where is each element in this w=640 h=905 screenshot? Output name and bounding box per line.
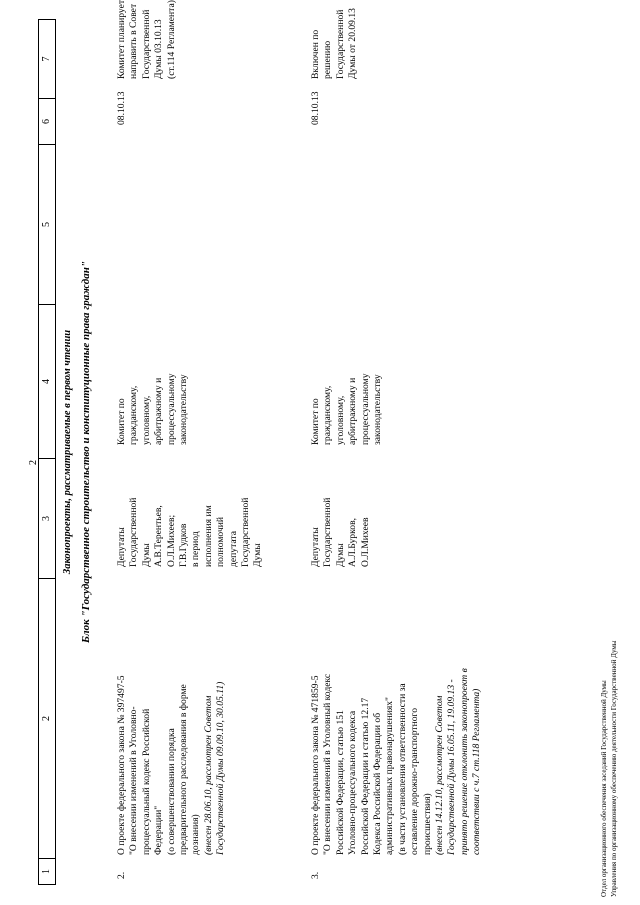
author-line: полномочий	[215, 516, 227, 567]
note-line: (ст.114 Регламента)	[165, 0, 177, 79]
note-line: Включен по	[310, 29, 321, 79]
block-title: Блок "Государственное строительство и конституционные права граждан"	[80, 261, 92, 643]
header-col-5: 5	[39, 144, 55, 304]
desc-note-line: Государственной Думы 16.05.11, 19.09.13 -	[446, 679, 458, 855]
committee-line: гражданскому,	[322, 385, 334, 445]
author-line: О.Л.Михеев;	[165, 514, 177, 567]
committee-line: процессуальному	[165, 373, 177, 445]
committee	[310, 333, 384, 445]
bill-description	[310, 585, 484, 855]
note-line: Комитет планирует	[116, 0, 127, 79]
header-col-3: 3	[39, 458, 55, 578]
bill-description	[116, 585, 228, 855]
desc-line: процессуальный кодекс Российской	[140, 708, 152, 855]
date: 08.10.13	[310, 91, 321, 125]
note-line: Государственной	[334, 9, 346, 79]
desc-note-line: принято решение отклонить законопроект в	[458, 668, 470, 855]
desc-note-line: Государственной Думы 09.09.10, 30.05.11)	[215, 681, 227, 855]
note	[116, 0, 178, 79]
author-line: в период	[190, 531, 202, 567]
committee	[116, 333, 190, 445]
row-number: 2.	[116, 871, 127, 879]
author-line: А.Л.Бурков,	[347, 518, 359, 567]
desc-line: (о совершенствовании порядка	[165, 728, 177, 855]
authors	[116, 469, 265, 567]
committee-line: Комитет по	[310, 398, 321, 445]
committee-line: законодательству	[178, 374, 190, 445]
author-line: Депутаты	[116, 527, 127, 567]
row-number: 3.	[310, 871, 321, 879]
header-col-7: 7	[41, 56, 52, 62]
note-line: решению	[322, 40, 334, 79]
desc-line: административных правонарушениях"	[384, 697, 396, 855]
committee-line: процессуальному	[359, 373, 371, 445]
header-col-6: 6	[39, 98, 55, 144]
note	[310, 0, 360, 79]
footer-department: Отдел организационного обеспечения заседаний Государственной Думы	[600, 680, 608, 897]
author-line: Депутаты	[310, 527, 321, 567]
header-col-1: 1	[39, 858, 55, 884]
author-line: Думы	[334, 543, 346, 567]
desc-line: Федерации"	[153, 805, 165, 855]
desc-line: (в части установления ответственности за	[396, 683, 408, 855]
author-line: А.В.Терентьев,	[153, 505, 165, 567]
header-col-2: 2	[39, 578, 55, 858]
note-line: Думы от 20.09.13	[347, 8, 359, 79]
header-col-4: 4	[39, 304, 55, 458]
author-line: исполнения им	[202, 505, 214, 567]
note-line: направить в Совет	[128, 3, 140, 79]
committee-line: арбитражному и	[347, 377, 359, 445]
desc-line: Российской Федерации, статью 151	[334, 710, 346, 855]
committee-line: арбитражному и	[153, 377, 165, 445]
desc-line: дознания)	[190, 814, 202, 855]
desc-note-line: (внесен 28.06.10, рассмотрен Советом	[202, 695, 214, 855]
desc-line: оставление дорожно-транспортного	[409, 708, 421, 855]
committee-line: Комитет по	[116, 398, 127, 445]
desc-note-line: (внесен 14.12.10, рассмотрен Советом	[434, 695, 446, 855]
author-line: Г.В.Гудков	[178, 523, 190, 567]
desc-line: "О внесении изменений в Уголовно-	[128, 706, 140, 855]
desc-line: происшествия)	[421, 793, 433, 855]
desc-line: Уголовно-процессуального кодекса	[347, 710, 359, 855]
table-header	[38, 19, 56, 885]
desc-line: О проекте федерального закона № 397497-5	[116, 675, 127, 855]
date: 08.10.13	[116, 91, 127, 125]
author-line: Думы	[140, 543, 152, 567]
author-line: О.Л.Михеев	[359, 517, 371, 567]
committee-line: уголовному,	[140, 395, 152, 445]
author-line: Думы	[252, 543, 264, 567]
section-title: Законопроекты, рассматриваемые в первом чтении	[62, 329, 73, 575]
note-line: Думы 03.10.13	[153, 19, 165, 79]
authors	[310, 469, 372, 567]
desc-line: предварительного расследования в форме	[178, 684, 190, 855]
author-line: депутата	[227, 531, 239, 567]
footer-directorate: Управления по организационному обеспечению деятельности Государственной Думы	[610, 640, 618, 897]
note-line: Государственной	[140, 9, 152, 79]
author-line: Государственной	[322, 497, 334, 567]
desc-line: Кодекса Российской Федерации об	[372, 712, 384, 855]
desc-note-line: соответствии с ч.7 ст.118 Регламента)	[471, 688, 483, 855]
desc-line: Российской Федерации и статью 12.17	[359, 697, 371, 855]
committee-line: гражданскому,	[128, 385, 140, 445]
desc-line: О проекте федерального закона № 471859-5	[310, 675, 321, 855]
author-line: Государственной	[240, 497, 252, 567]
committee-line: законодательству	[372, 374, 384, 445]
desc-line: "О внесении изменений в Уголовный кодекс	[322, 673, 334, 855]
page-number: 2	[28, 460, 39, 465]
committee-line: уголовному,	[334, 395, 346, 445]
author-line: Государственной	[128, 497, 140, 567]
